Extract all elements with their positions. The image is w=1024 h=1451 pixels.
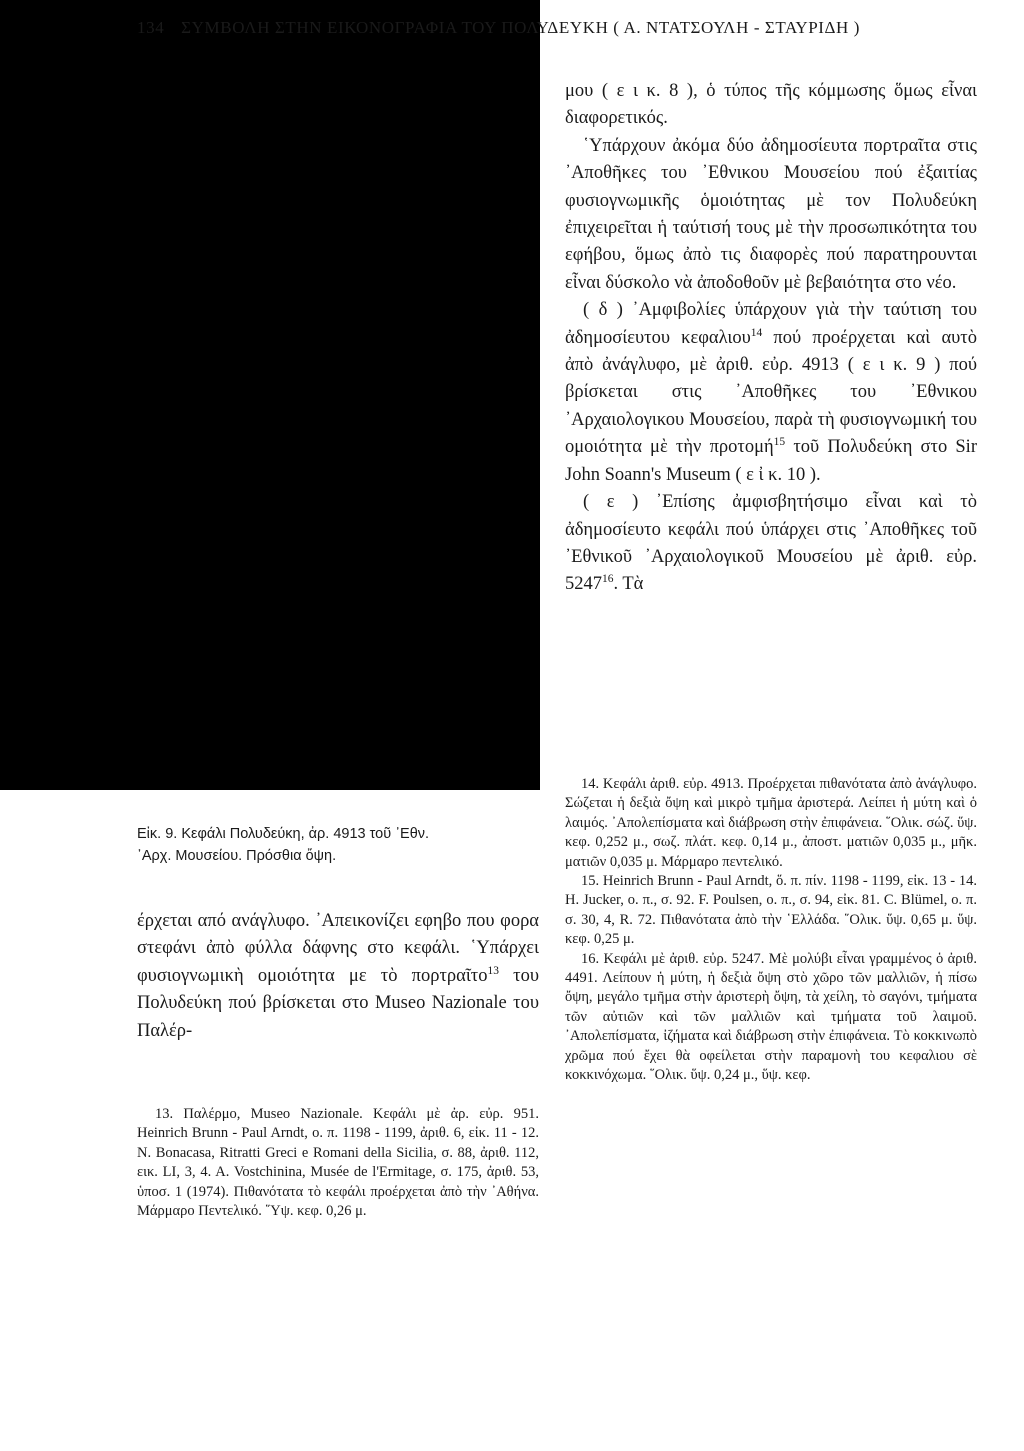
paragraph-text: τοῦ Πολυδεύκη στο Sir John Soann's Museum ( ε ἰ κ. 10 ). — [565, 437, 977, 485]
paragraph — [565, 489, 977, 599]
figure-caption — [137, 823, 537, 867]
paragraph-text: πού προέρχεται καὶ αυτὸ ἀπὸ ἀνάγλυφο, μὲ ἀριθ. εὐρ. 4913 ( ε ι κ. 9 ) πού βρίσκεται στις ᾿Αποθῆκες του ᾿Εθνικου ᾿Αρχαιολογικου Μουσείου, παρὰ τὴ φυσιογνωμική του ομοιότητα μὲ τὴν προτομή — [565, 327, 977, 458]
footnote: 16. Κεφάλι μὲ ἀριθ. εὐρ. 5247. Μὲ μολύβι εἶναι γραμμένος ὁ ἀριθ. 4491. Λείπουν ἡ μύτη, ἡ δεξιὰ ὄψη στὸ χῶρο τῶν μαλλιῶν, ἡ πίσω ὄψη, μεγάλο τμῆμα στὴν ἀριστερὴ ὄψη, τὰ χείλη, τὸ σαγόνι, τμήματα τῶν αὐτιῶν καὶ τῶν μαλλιῶν καὶ τμήματα τοῦ λαιμοῦ. ᾿Απολεπίσματα, ἰζήματα καὶ διάβρωση στὴν ἐπιφάνεια. Τὸ κοκκινωπὸ χρῶμα πού ἔχει θὰ οφείλεται στὴν παραμονὴ του κεφαλιου σὲ κοκκινόχωμα. ῞Ολικ. ὕψ. 0,24 μ., ὕψ. κεφ. — [565, 950, 977, 1084]
paragraph-text: ( ε ) ᾿Επίσης ἀμφισβητήσιμο εἶναι καὶ τὸ ἀδημοσίευτο κεφάλι πού ὑπάρχει στις ᾿Αποθῆκες τοῦ ᾿Εθνικοῦ ᾿Αρχαιολογικοῦ Μουσείου μὲ ἀριθ. εὐρ. 5247 — [565, 492, 977, 595]
paragraph-text: του Πολυδεύκη πού βρίσκεται στο Museo Nazionale του Παλέρ- — [137, 965, 539, 1041]
running-header — [137, 18, 997, 38]
footnotes-right — [565, 775, 977, 1086]
paragraph — [137, 908, 539, 1045]
footnote-ref[interactable]: 14 — [750, 326, 763, 339]
page-number: 134 — [137, 18, 165, 37]
figure-photo-area — [0, 0, 540, 790]
paragraph: μου ( ε ι κ. 8 ), ὁ τύπος τῆς κόμμωσης ὅμως εἶναι διαφορετικός. — [565, 81, 977, 129]
footnote: 13. Παλέρμο, Museo Nazionale. Κεφάλι μὲ ἀρ. εὐρ. 951. Heinrich Brunn - Paul Arndt, ο. π. 1198 - 1199, ἀριθ. 6, εἰκ. 11 - 12. N. Bonacasa, Ritratti Greci e Romani della Sicilia, σ. 88, ἀριθ. 112, εικ. LI, 3, 4. A. Vostchinina, Musée de l'Ermitage, σ. 175, ἀριθ. 53, ὑποσ. 1 (1974). Πιθανότατα τὸ κεφάλι προέρχεται ἀπὸ τὴν ᾿Αθήνα. Μάρμαρο Πεντελικό. ῞Υψ. κεφ. 0,26 μ. — [137, 1106, 539, 1220]
main-text-left-column — [137, 908, 539, 1045]
paragraph — [565, 297, 977, 489]
caption-line: Εἰκ. 9. Κεφάλι Πολυδεύκη, ἀρ. 4913 τοῦ ᾿Εθν. — [137, 826, 430, 842]
footnote: 15. Heinrich Brunn - Paul Arndt, ὅ. π. πίν. 1198 - 1199, εἰκ. 13 - 14. H. Jucker, ο. π., σ. 92. F. Poulsen, ο. π., σ. 94, εἰκ. 81. C. Blümel, ο. π. σ. 30, 4, R. 72. Πιθανότατα ἀπὸ τὴν ῾Ελλάδα. ῞Ολικ. ὕψ. 0,65 μ. ὕψ. κεφ. 0,25 μ. — [565, 873, 977, 948]
paragraph-text: ( δ ) ᾿Αμφιβολίες ὑπάρχουν γιὰ τὴν ταύτιση του ἀδημοσίευτου κεφαλιου — [565, 300, 977, 348]
paragraph: ῾Υπάρχουν ἀκόμα δύο ἀδημοσίευτα πορτραῖτα στις ᾿Αποθῆκες του ᾿Εθνικου Μουσείου πού ἐξαιτίας φυσιογνωμικῆς ὁμοιότητας μὲ τον Πολυδεύκη ἐπιχειρεῖται ἡ ταύτισή τους μὲ τὴν προσωπικότητα του εφήβου, ὅμως ἀπὸ τις διαφορὲς πού παρατηρουνται εἶναι δύσκολο νὰ ἀποδοθοῦν μὲ βεβαιότητα στο νέο. — [565, 135, 977, 293]
footnotes-left — [137, 1105, 539, 1221]
footnote: 14. Κεφάλι ἀριθ. εὐρ. 4913. Προέρχεται πιθανότατα ἀπὸ ἀνάγλυφο. Σώζεται ἡ δεξιὰ ὄψη καὶ μικρὸ τμῆμα ἀριστερά. Λείπει ἡ μύτη καὶ ὁ λαιμός. ᾿Απολεπίσματα καὶ διάβρωση στὴν ἐπιφάνεια. ῞Ολικ. σώζ. ὕψ. κεφ. 0,252 μ., σωζ. πλάτ. κεφ. 0,14 μ., ἀποστ. ματιῶν 0,035 μ., μῆκ. ματιῶν 0,035 μ. Μάρμαρο πεντελικό. — [565, 776, 977, 870]
footnote-ref[interactable]: 16 — [602, 573, 614, 586]
footnote-ref[interactable]: 15 — [773, 436, 786, 449]
caption-line: ᾿Αρχ. Μουσείου. Πρόσθια ὄψη. — [137, 848, 337, 864]
footnote-ref[interactable]: 13 — [487, 964, 499, 977]
main-text-right-column — [565, 78, 977, 599]
paragraph-text: . Τὰ — [613, 574, 644, 595]
paragraph-text: έρχεται από ανάγλυφο. ᾿Απεικονίζει εφηβο που φορα στεφάνι ἀπὸ φύλλα δάφνης στο κεφάλι. ῾Υπάρχει φυσιογνωμικὴ ομοιότητα με τὸ πορτραῖτο — [137, 911, 539, 986]
running-title: ΣΥΜΒΟΛΗ ΣΤΗΝ ΕΙΚΟΝΟΓΡΑΦΙΑ ΤΟΥ ΠΟΛΥΔΕΥΚΗ ( Α. ΝΤΑΤΣΟΥΛΗ - ΣΤΑΥΡΙΔΗ ) — [181, 18, 861, 37]
